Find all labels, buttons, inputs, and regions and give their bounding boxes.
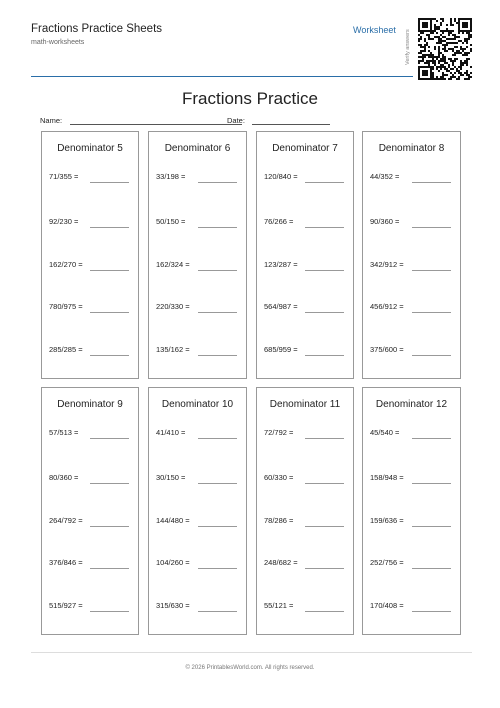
answer-line[interactable] bbox=[198, 312, 237, 313]
fraction-problem: 41/410 = bbox=[156, 428, 186, 437]
fraction-problem: 220/330 = bbox=[156, 302, 190, 311]
footer-divider bbox=[31, 652, 472, 653]
fraction-problem: 55/121 = bbox=[264, 601, 294, 610]
fraction-problem: 315/630 = bbox=[156, 601, 190, 610]
answer-line[interactable] bbox=[305, 355, 344, 356]
header-title: Fractions Practice Sheets bbox=[31, 23, 163, 35]
answer-line[interactable] bbox=[90, 182, 129, 183]
verify-answers-text: Verify answers bbox=[405, 29, 411, 66]
answer-line[interactable] bbox=[305, 568, 344, 569]
qr-code-icon bbox=[418, 18, 472, 81]
box-title: Denominator 7 bbox=[272, 143, 338, 154]
box-title: Denominator 10 bbox=[161, 399, 234, 410]
name-label: Name: bbox=[40, 116, 63, 125]
answer-line[interactable] bbox=[90, 270, 129, 271]
answer-line[interactable] bbox=[198, 611, 237, 612]
fraction-problem: 780/975 = bbox=[49, 302, 83, 311]
fraction-problem: 30/150 = bbox=[156, 473, 186, 482]
box-title: Denominator 5 bbox=[57, 143, 123, 154]
fraction-problem: 252/756 = bbox=[370, 558, 404, 567]
fraction-problem: 50/150 = bbox=[156, 217, 186, 226]
fraction-problem: 33/198 = bbox=[156, 172, 186, 181]
answer-line[interactable] bbox=[90, 355, 129, 356]
fraction-problem: 120/840 = bbox=[264, 172, 298, 181]
fraction-problem: 375/600 = bbox=[370, 345, 404, 354]
answer-line[interactable] bbox=[412, 438, 451, 439]
answer-line[interactable] bbox=[198, 568, 237, 569]
answer-line[interactable] bbox=[305, 438, 344, 439]
worksheet-label: Worksheet bbox=[353, 25, 396, 35]
fraction-problem: 135/162 = bbox=[156, 345, 190, 354]
box-title: Denominator 11 bbox=[269, 399, 341, 410]
answer-line[interactable] bbox=[412, 611, 451, 612]
fraction-box bbox=[256, 131, 354, 379]
answer-line[interactable] bbox=[198, 227, 237, 228]
fraction-problem: 170/408 = bbox=[370, 601, 404, 610]
answer-line[interactable] bbox=[198, 270, 237, 271]
fraction-problem: 162/324 = bbox=[156, 260, 190, 269]
fraction-problem: 456/912 = bbox=[370, 302, 404, 311]
answer-line[interactable] bbox=[305, 312, 344, 313]
answer-line[interactable] bbox=[305, 483, 344, 484]
fraction-problem: 57/513 = bbox=[49, 428, 79, 437]
answer-line[interactable] bbox=[412, 483, 451, 484]
fraction-problem: 342/912 = bbox=[370, 260, 404, 269]
answer-line[interactable] bbox=[412, 312, 451, 313]
box-title: Denominator 6 bbox=[164, 143, 231, 154]
answer-line[interactable] bbox=[90, 526, 129, 527]
fraction-box bbox=[148, 387, 247, 635]
fraction-problem: 72/792 = bbox=[264, 428, 294, 437]
fraction-problem: 159/636 = bbox=[370, 516, 404, 525]
fraction-problem: 71/355 = bbox=[49, 172, 79, 181]
answer-line[interactable] bbox=[198, 483, 237, 484]
answer-line[interactable] bbox=[305, 182, 344, 183]
answer-line[interactable] bbox=[90, 568, 129, 569]
answer-line[interactable] bbox=[412, 568, 451, 569]
answer-line[interactable] bbox=[198, 526, 237, 527]
answer-line[interactable] bbox=[198, 182, 237, 183]
fraction-box bbox=[41, 131, 139, 379]
fraction-problem: 376/846 = bbox=[49, 558, 83, 567]
fraction-box bbox=[362, 131, 461, 379]
fraction-problem: 80/360 = bbox=[49, 473, 79, 482]
answer-line[interactable] bbox=[198, 438, 237, 439]
answer-line[interactable] bbox=[305, 526, 344, 527]
answer-line[interactable] bbox=[412, 270, 451, 271]
fraction-problem: 45/540 = bbox=[370, 428, 400, 437]
fraction-problem: 90/360 = bbox=[370, 217, 400, 226]
answer-line[interactable] bbox=[90, 611, 129, 612]
answer-line[interactable] bbox=[412, 182, 451, 183]
page-title: Fractions Practice bbox=[181, 89, 319, 108]
answer-line[interactable] bbox=[305, 270, 344, 271]
box-title: Denominator 9 bbox=[57, 399, 123, 410]
fraction-problem: 78/286 = bbox=[264, 516, 294, 525]
fraction-problem: 162/270 = bbox=[49, 260, 83, 269]
fraction-problem: 76/266 = bbox=[264, 217, 294, 226]
fraction-problem: 104/260 = bbox=[156, 558, 190, 567]
fraction-problem: 44/352 = bbox=[370, 172, 400, 181]
date-line[interactable] bbox=[252, 124, 330, 125]
fraction-problem: 264/792 = bbox=[49, 516, 83, 525]
fraction-problem: 685/959 = bbox=[264, 345, 298, 354]
box-title: Denominator 8 bbox=[378, 143, 445, 154]
answer-line[interactable] bbox=[198, 355, 237, 356]
answer-line[interactable] bbox=[412, 355, 451, 356]
fraction-problem: 60/330 = bbox=[264, 473, 294, 482]
fraction-problem: 158/948 = bbox=[370, 473, 404, 482]
fraction-problem: 515/927 = bbox=[49, 601, 83, 610]
answer-line[interactable] bbox=[412, 526, 451, 527]
fraction-box bbox=[256, 387, 354, 635]
answer-line[interactable] bbox=[90, 483, 129, 484]
answer-line[interactable] bbox=[412, 227, 451, 228]
name-line bbox=[70, 124, 242, 125]
name-field[interactable] bbox=[40, 116, 242, 125]
answer-line[interactable] bbox=[90, 312, 129, 313]
fraction-problem: 144/480 = bbox=[156, 516, 190, 525]
fraction-box bbox=[148, 131, 247, 379]
header-subtitle: math-worksheets bbox=[31, 39, 85, 46]
answer-line[interactable] bbox=[305, 611, 344, 612]
footer-copyright: © 2026 PrintablesWorld.com. All rights reserved. bbox=[185, 665, 315, 671]
fraction-problem: 564/987 = bbox=[264, 302, 298, 311]
fraction-box bbox=[41, 387, 139, 635]
fraction-problem: 248/682 = bbox=[264, 558, 298, 567]
box-title: Denominator 12 bbox=[375, 399, 448, 410]
answer-line[interactable] bbox=[305, 227, 344, 228]
answer-line[interactable] bbox=[90, 227, 129, 228]
fraction-problem: 92/230 = bbox=[49, 217, 79, 226]
fraction-box bbox=[362, 387, 461, 635]
answer-line[interactable] bbox=[90, 438, 129, 439]
date-label: Date: bbox=[227, 116, 245, 125]
fraction-problem: 123/287 = bbox=[264, 260, 298, 269]
header-divider bbox=[31, 76, 413, 77]
fraction-problem: 285/285 = bbox=[49, 345, 83, 354]
